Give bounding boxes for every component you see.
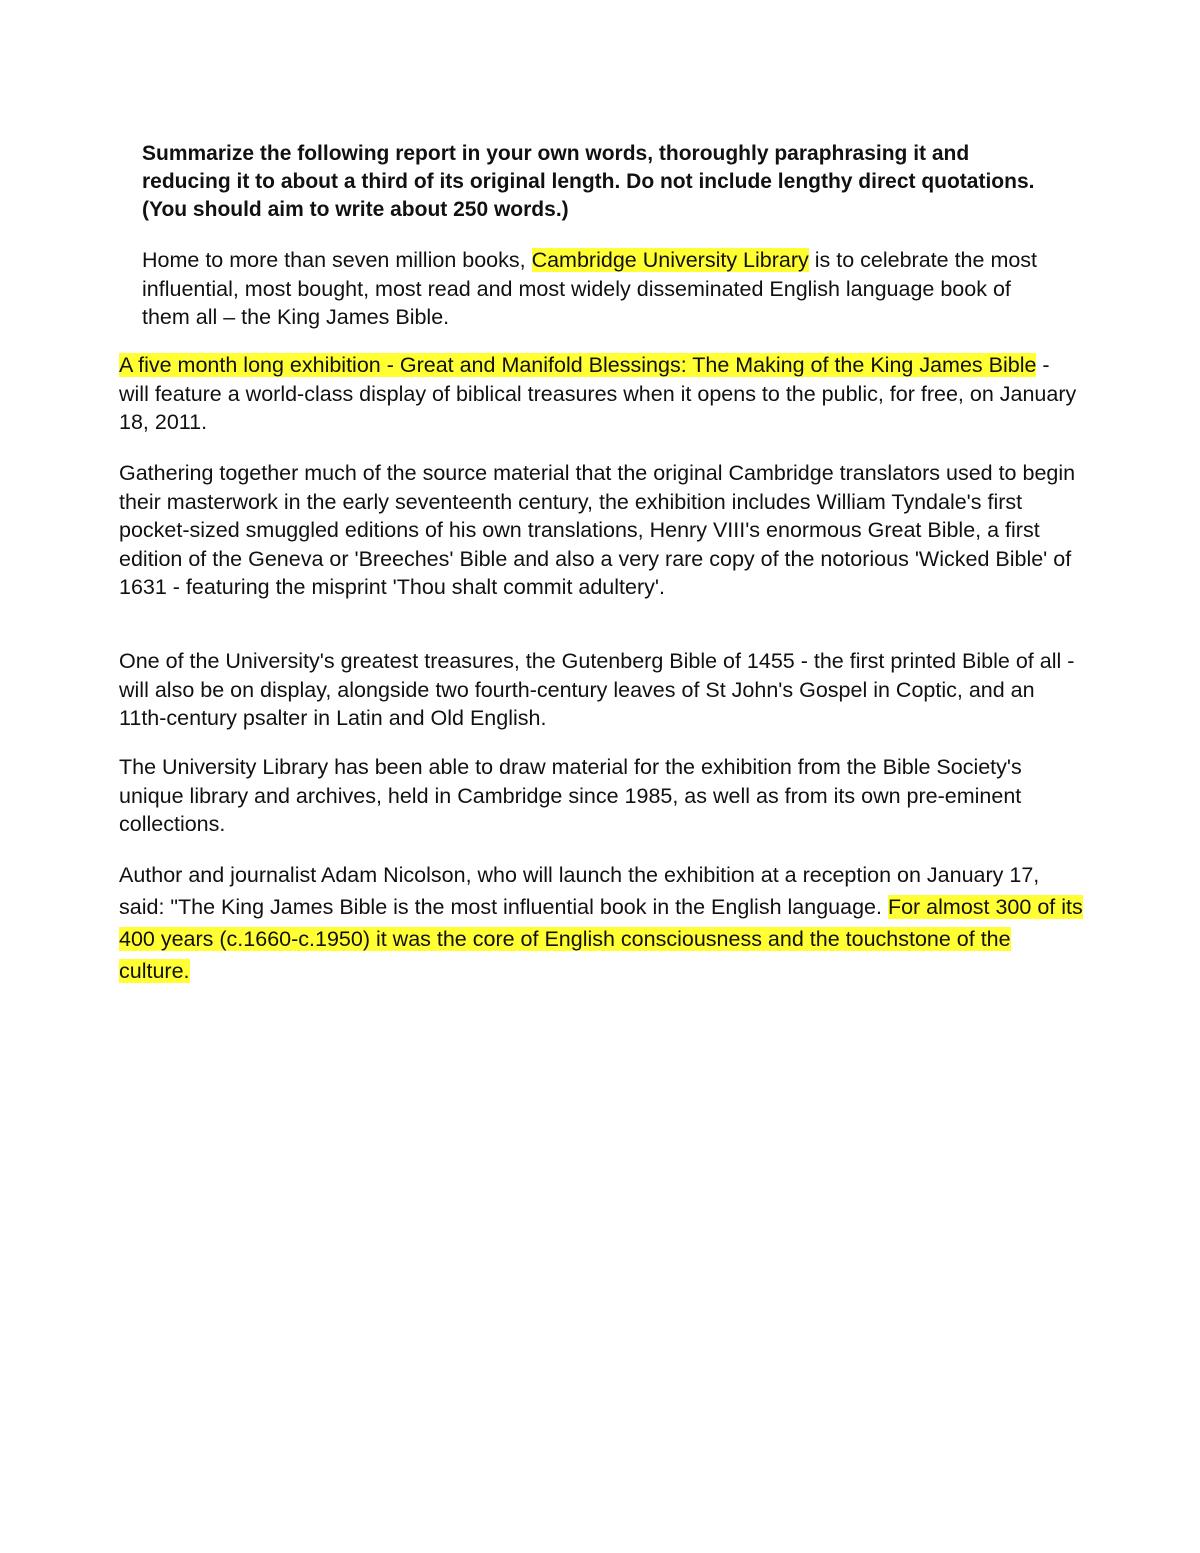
paragraph-exhibition — [119, 351, 1084, 437]
intro-text-after: is to celebrate the most influential, most bought, most read and most widely disseminated English language book of them all – the King James Bible. — [142, 248, 1038, 329]
exhibition-text-after: - will feature a world-class display of biblical treasures when it opens to the public, for free, on January 18, 2011. — [119, 353, 1077, 434]
author-highlight: For almost 300 of its 400 years (c.1660-c.1950) it was the core of English consciousness and the touchstone of the culture. — [119, 895, 1083, 983]
instruction-text: Summarize the following report in your own words, thoroughly paraphrasing it and reducing it to about a third of its original length. Do not include lengthy direct quotations.(You should aim to write about 250 words.) — [142, 142, 1035, 221]
paragraph-author — [119, 859, 1084, 987]
paragraph-library: The University Library has been able to draw material for the exhibition from the Bible Society's unique library and archives, held in Cambridge since 1985, as well as from its own pre-eminent collections. — [119, 755, 1022, 836]
intro-highlight: Cambridge University Library — [531, 248, 809, 272]
exhibition-highlight: A five month long exhibition - Great and Manifold Blessings: The Making of the King James Bible — [119, 353, 1037, 377]
paragraph-gathering: Gathering together much of the source material that the original Cambridge translators used to begin their masterwork in the early seventeenth century, the exhibition includes William Tyndale's first pocket-sized smuggled editions of his own translations, Henry VIII's enormous Great Bible, a first edition of the Geneva or 'Breeches' Bible and also a very rare copy of the notorious 'Wicked Bible' of 1631 - featuring the misprint 'Thou shalt commit adultery'. — [119, 461, 1076, 599]
paragraph-intro — [142, 246, 1042, 332]
paragraph-gutenberg: One of the University's greatest treasures, the Gutenberg Bible of 1455 - the first printed Bible of all - will also be on display, alongside two fourth-century leaves of St John's Gospel in Coptic, and an 11th-century psalter in Latin and Old English. — [119, 649, 1075, 730]
author-text-before: Author and journalist Adam Nicolson, who will launch the exhibition at a reception on January 17, said: "The King James Bible is the most influential book in the English language. — [119, 863, 1040, 919]
intro-text-before: Home to more than seven million books, — [142, 248, 532, 272]
